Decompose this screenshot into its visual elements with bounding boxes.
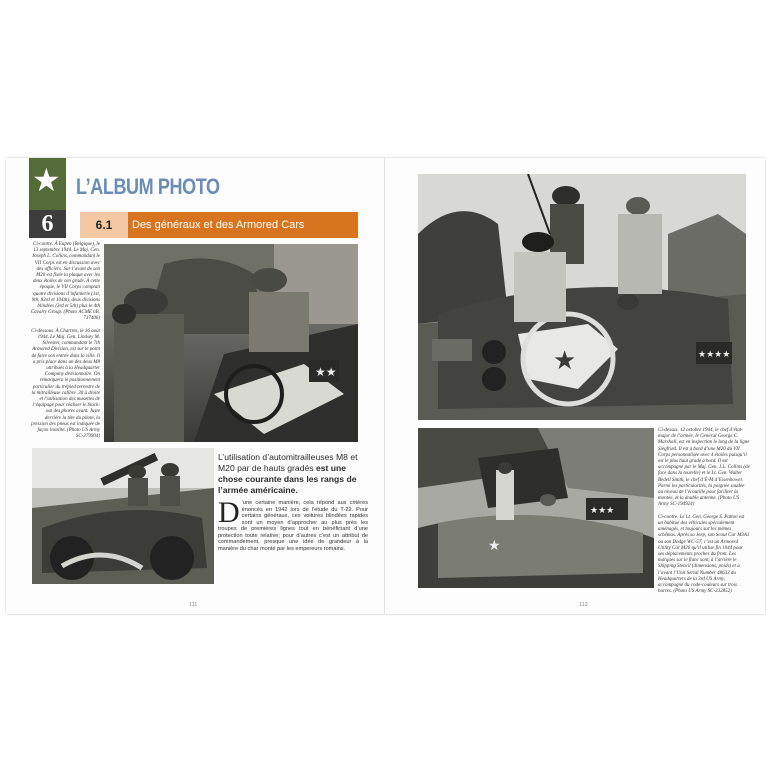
lead-part2: est une chose courante dans les rangs de l’armée américaine. (218, 463, 357, 495)
right-page (386, 158, 765, 614)
caption-marshall (658, 428, 750, 595)
photo-marshall-m20 (418, 174, 746, 420)
body-paragraph (218, 496, 368, 552)
chapter-badge-star (29, 158, 66, 210)
photo-patton-m20 (418, 428, 654, 588)
chapter-number: 6 (29, 210, 66, 238)
page-number-right: 112 (579, 602, 588, 608)
page-number-left: 111 (189, 602, 198, 608)
caption-silvester-text: Ci-dessous. À Chartres, le 16 août 1944. Le Maj. Gen. Lindsey M. Silvester, commandant le 7th Armored Division, est sur le point de faire son entrée dans la ville. Il a pris place dans un des deux M8 attribués à la Headquarter Company divisionnaire. On remarquera le positionnement particulier du trépied terrestre de la mitrailleuse calibre .30 à droite et l’utilisation des musettes de l’équipage pour réaliser le black-out des phares avant. Juste derrière la tête du pilote, la pression des pneus est indiquée de façon insolite. (Photo US Army SC-279904) (31, 328, 100, 440)
caption-collins-text: Ci-contre. À Eupen (Belgique), le 13 septembre 1944. Le Maj. Gen. Joseph L. Collins, commandant le VII Corps est en discussion avec des officiers. Sur l’avant de son M20 est fixée la plaque avec les deux étoiles de son grade. À cette époque, le VII Corps comptait quatre divisions d’infanterie (1st, 9th, 83rd et 104th), deux divisions blindées (3rd et 5th) plus le 4th Cavalry Group. (Photo ACME nB. 737406) (30, 242, 100, 322)
album-title: L’ALBUM PHOTO (76, 174, 220, 199)
lead-paragraph (218, 452, 368, 496)
caption-marshall-text: Ci-dessus. 12 octobre 1944, le chef d’état-major de l’armée, le General George C. Marshall, est en inspection le long de la ligne Siegfried. Il est à bord d’une M20 du VII Corps personnalisée avec 4 étoiles puisqu’il est le plus haut gradé à bord. Il est accompagné par le Maj. Gen. J.L. Collins (de face dans la tourelle) et le Lt. Gen. Walter Bedell Smith, le chef d’É-M d’Eisenhower. Parmi les particularités, la poignée soudée au niveau de l’écoutille pour faciliter la montée, et la double antenne. (Photo US Army SC-194924) (658, 428, 750, 508)
svg-text:★: ★ (553, 345, 577, 375)
star-icon: ★ (32, 162, 61, 198)
svg-text:★★: ★★ (315, 365, 337, 379)
caption-collins (30, 242, 100, 441)
section-number: 6.1 (80, 212, 128, 238)
lead-part1: L’utilisation d’automitrailleuses M8 et M20 par de hauts gradés (218, 452, 358, 473)
book-spread (6, 158, 765, 614)
photo-silvester-m8 (32, 448, 214, 584)
photo-collins-m20 (104, 244, 358, 442)
body-text: ’une certaine manière, cela répond aux critères énoncés en 1942 lors de l’étude du T-22. Pour certains généraux, ces voitures blindées rapides sont un moyen d’approcher au plus près les troupes de premières lignes tout en bénéficiant d’une protection toute relative; pour d’autres c’est un attribut de commandement, presque une idée de grandeur à la manière du char monté par les empereurs romains. (218, 500, 368, 552)
drop-cap: D (218, 496, 240, 529)
svg-text:★★★: ★★★ (590, 505, 615, 515)
svg-text:★★★★: ★★★★ (698, 349, 731, 359)
left-page (6, 158, 385, 614)
caption-patton-text: Ci-contre. Le Lt. Gen. George S. Patton est un habitué des véhicules spécialement aménagés, et toujours sur les mêmes schémas. Après sa Jeep, son Scout Car M3A1 ou son Dodge WC-57, c’est un Armored Utility Car M20 qu’il utilise fin 1944 pour ses déplacements proches du front. Les marques sur le flanc sont, à l’arrière le Shipping Stencil (dimensions, poids) et à l’avant l’Unit Serial Number 48633 du Headquarters de la 3rd US Army, accompagné du code-couleurs sur trois barres. (Photo US Army SC-232852) (658, 514, 750, 595)
section-title: Des généraux et des Armored Cars (128, 212, 358, 238)
svg-text:★: ★ (488, 537, 501, 553)
